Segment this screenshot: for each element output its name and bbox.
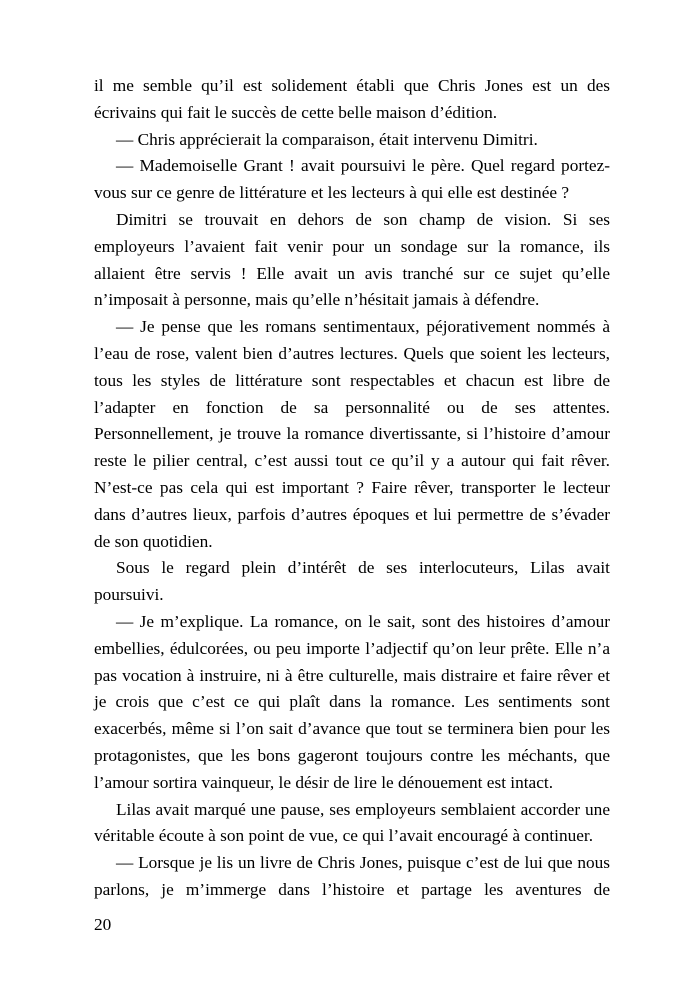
page-number: 20: [94, 915, 112, 934]
paragraph: Lilas avait marqué une pause, ses employeurs semblaient accorder une véritable écoute à son point de vue, ce qui l’avait encouragé à continuer.: [94, 799, 610, 846]
paragraph: Sous le regard plein d’intérêt de ses interlocuteurs, Lilas avait poursuivi.: [94, 558, 610, 605]
paragraph: — Je pense que les romans sentimentaux, péjorativement nommés à l’eau de rose, valent bien d’autres lectures. Quels que soient les lecteurs, tous les styles de littérature sont respectables et chacun est libre de l’adapter en fonction de sa personnalité ou de ses attentes. Personnellement, je trouve la romance divertissante, si l’histoire d’amour reste le pilier central, c’est aussi tout ce qu’il y a autour qui fait rêver. N’est-ce pas cela qui est important ? Faire rêver, transporter le lecteur dans d’autres lieux, parfois d’autres époques et lui permettre de s’évader de son quotidien.: [94, 317, 610, 551]
paragraph: — Je m’explique. La romance, on le sait, sont des histoires d’amour embellies, édulcorées, ou peu importe l’adjectif qu’on leur prête. Elle n’a pas vocation à instruire, ni à être culturelle, mais distraire et faire rêver et je crois que c’est ce qui plaît dans la romance. Les sentiments sont exacerbés, même si l’on sait d’avance que tout se terminera bien pour les protagonistes, que les bons gageront toujours contre les méchants, que l’amour sortira vainqueur, le désir de lire le dénouement est intact.: [94, 611, 610, 792]
body-text: [94, 73, 610, 904]
book-page: [94, 73, 610, 904]
paragraph-last: — Lorsque je lis un livre de Chris Jones, puisque c’est de lui que nous parlons, je m’immerge dans l’histoire et partage les aventures de: [94, 853, 610, 899]
paragraph: — Mademoiselle Grant ! avait poursuivi le père. Quel regard portez-vous sur ce genre de littérature et les lecteurs à qui elle est destinée ?: [94, 156, 610, 203]
paragraph: — Chris apprécierait la comparaison, était intervenu Dimitri.: [116, 129, 538, 149]
paragraph: il me semble qu’il est solidement établi que Chris Jones est un des écrivains qui fait le succès de cette belle maison d’édition.: [94, 76, 610, 122]
paragraph: Dimitri se trouvait en dehors de son champ de vision. Si ses employeurs l’avaient fait venir pour un sondage sur la romance, ils allaient être servis ! Elle avait un avis tranché sur ce sujet qu’elle n’imposait à personne, mais qu’elle n’hésitait jamais à défendre.: [94, 209, 610, 310]
